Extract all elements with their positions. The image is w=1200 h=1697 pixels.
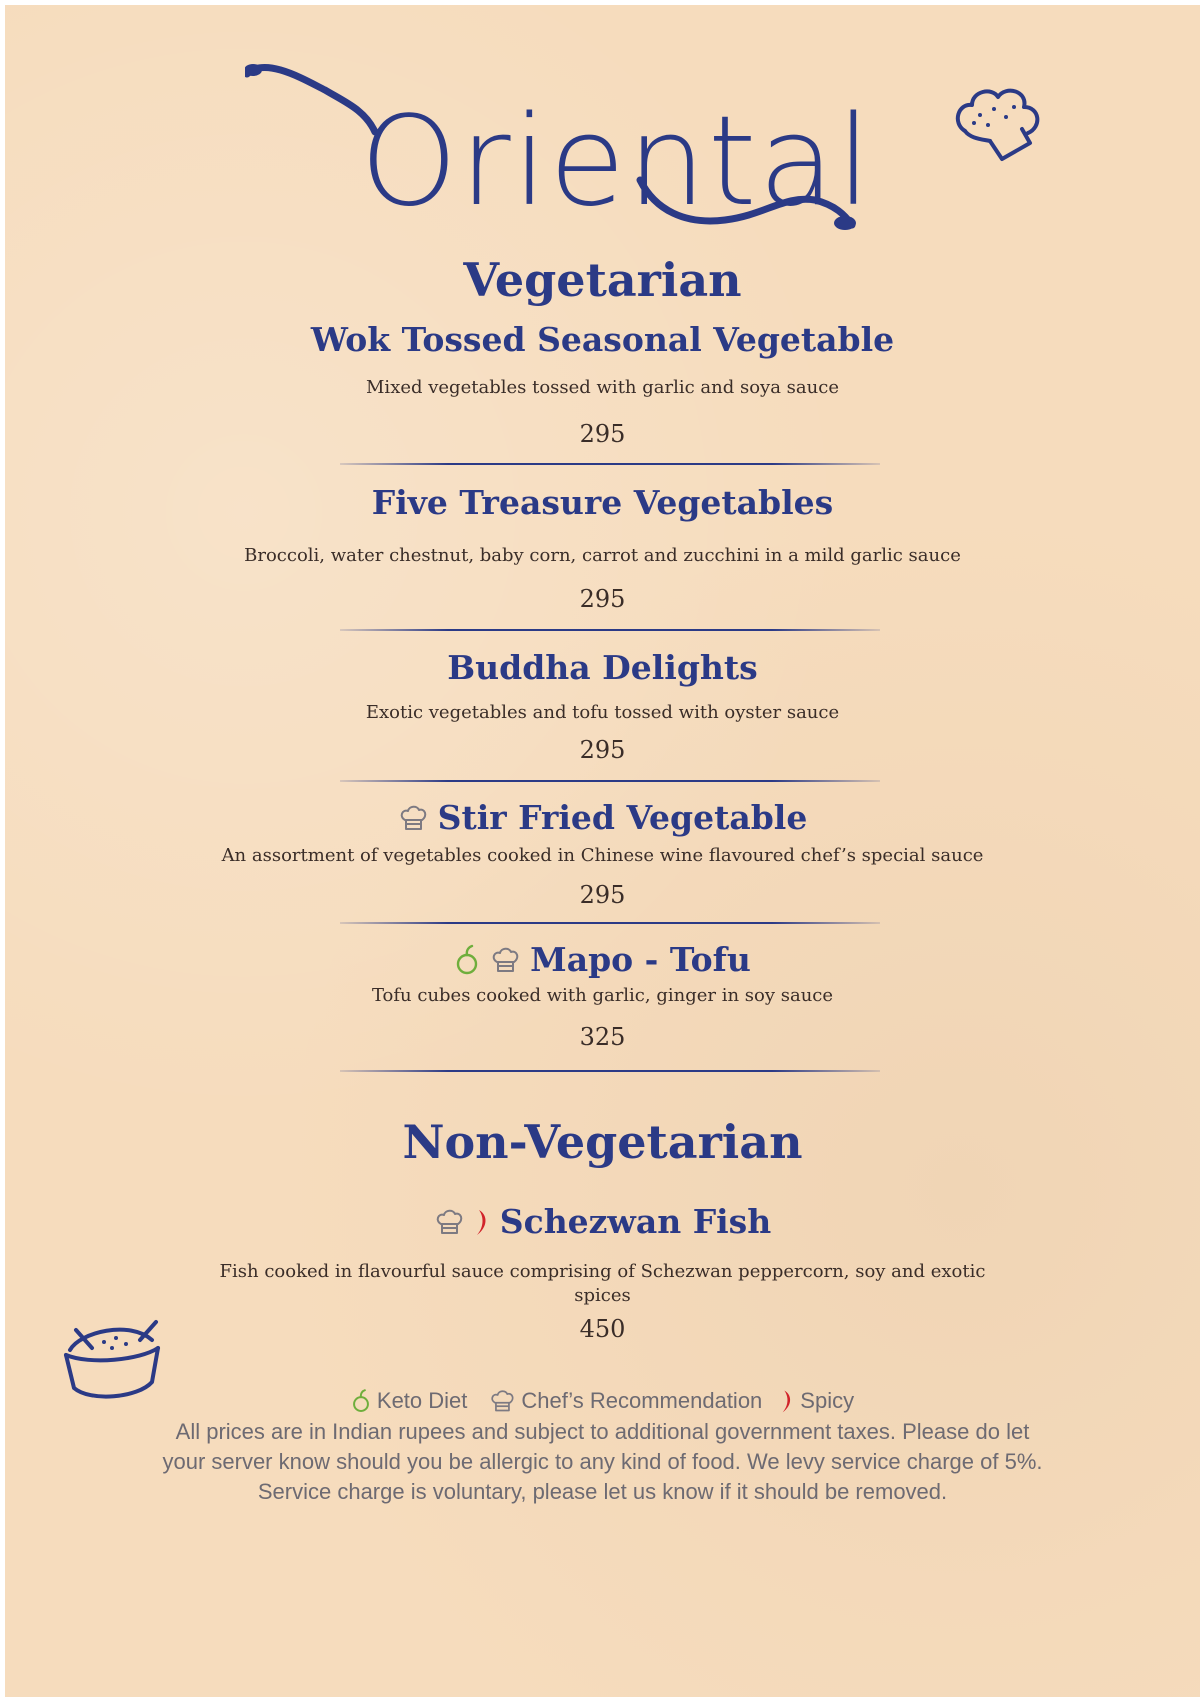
chef-hat-icon <box>434 1207 464 1237</box>
chef-hat-icon <box>490 945 520 975</box>
item-name: Five Treasure Vegetables <box>371 483 834 522</box>
item-description: An assortment of vegetables cooked in Chinese wine flavoured chef’s special sauce <box>221 845 984 866</box>
item-description: Broccoli, water chestnut, baby corn, carrot and zucchini in a mild garlic sauce <box>244 545 961 566</box>
legend-spicy-label: Spicy <box>800 1388 855 1413</box>
item-description-line2: spices <box>574 1285 631 1306</box>
menu-item-title <box>5 798 1200 837</box>
menu-page <box>5 5 1200 1697</box>
item-price: 295 <box>579 881 626 909</box>
item-price: 295 <box>579 736 626 764</box>
item-name: Buddha Delights <box>447 648 758 687</box>
divider <box>340 1070 880 1072</box>
legend-keto-label: Keto Diet <box>376 1388 468 1413</box>
item-description-line1: Fish cooked in flavourful sauce comprising of Schezwan peppercorn, soy and exotic <box>219 1261 986 1282</box>
chef-hat-icon <box>398 803 428 833</box>
section-title-vegetarian: Vegetarian <box>463 253 742 307</box>
item-price: 450 <box>579 1315 626 1343</box>
chef-hat-icon <box>489 1388 515 1414</box>
item-price: 325 <box>579 1023 626 1051</box>
legend-chef-label: Chef’s Recommendation <box>521 1388 763 1413</box>
menu-item-title <box>5 320 1200 359</box>
item-name: Mapo - Tofu <box>530 940 751 979</box>
section-title-non-vegetarian: Non-Vegetarian <box>402 1115 803 1169</box>
chef-hat-large-icon <box>950 83 1045 168</box>
item-name: Stir Fried Vegetable <box>437 798 808 837</box>
keto-icon <box>454 944 480 976</box>
footer-note-line2: your server know should you be allergic to any kind of food. We levy service charge of 5%. <box>162 1449 1043 1474</box>
menu-item-title <box>5 648 1200 687</box>
divider <box>340 922 880 924</box>
menu-item-title <box>5 483 1200 522</box>
brand-name: Oriental <box>360 90 873 234</box>
footer-note-line3: Service charge is voluntary, please let us know if it should be removed. <box>257 1479 948 1504</box>
footer-note-line1: All prices are in Indian rupees and subject to additional government taxes. Please do let <box>175 1419 1030 1444</box>
item-description: Mixed vegetables tossed with garlic and soya sauce <box>366 377 839 398</box>
item-description: Exotic vegetables and tofu tossed with oyster sauce <box>365 702 840 723</box>
icon-legend <box>5 1387 1200 1415</box>
divider <box>340 780 880 782</box>
item-price: 295 <box>579 420 626 448</box>
brand-logo <box>245 60 925 270</box>
menu-item-title <box>5 1202 1200 1241</box>
divider <box>340 629 880 631</box>
item-name: Wok Tossed Seasonal Vegetable <box>310 320 895 359</box>
chili-icon <box>474 1207 490 1237</box>
menu-item-title <box>5 940 1200 979</box>
chili-icon <box>780 1387 794 1415</box>
divider <box>340 463 880 465</box>
item-name: Schezwan Fish <box>499 1202 772 1241</box>
keto-icon <box>351 1388 371 1414</box>
item-price: 295 <box>579 585 626 613</box>
item-description: Tofu cubes cooked with garlic, ginger in soy sauce <box>371 985 834 1006</box>
